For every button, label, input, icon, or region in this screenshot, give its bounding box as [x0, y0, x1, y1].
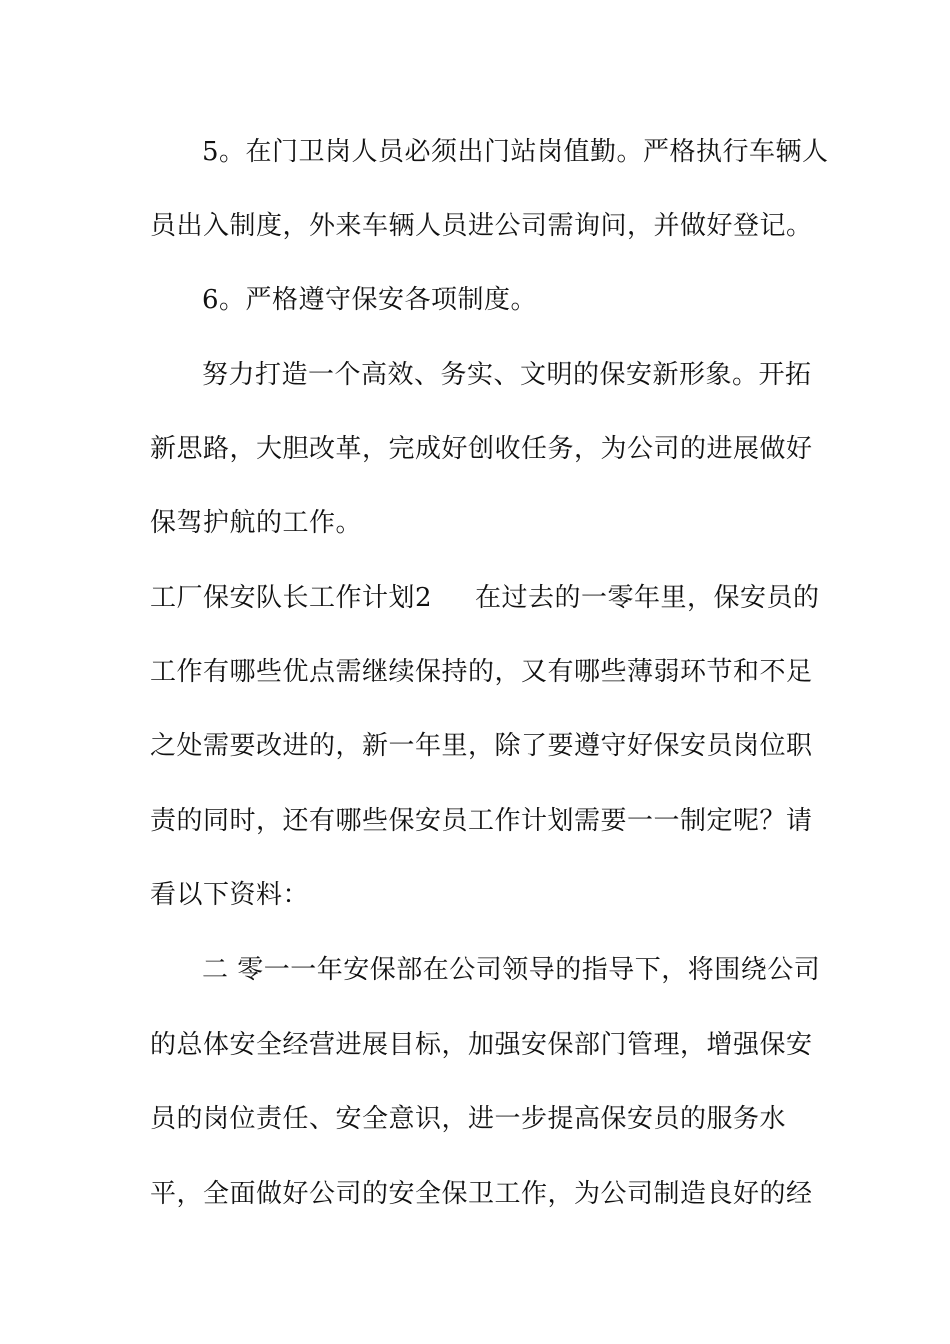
paragraph-line: 员的岗位责任、安全意识，进一步提高保安员的服务水 [150, 1104, 787, 1134]
paragraph-line: 责的同时，还有哪些保安员工作计划需要一一制定呢？请 [150, 806, 813, 836]
paragraph-line: 5。在门卫岗人员必须出门站岗值勤。严格执行车辆人 [202, 137, 829, 167]
paragraph-line: 工作有哪些优点需继续保持的，又有哪些薄弱环节和不足 [150, 657, 813, 687]
paragraph-line: 6。严格遵守保安各项制度。 [202, 285, 538, 315]
section-heading: 工厂保安队长工作计划2 [150, 583, 433, 613]
paragraph-line: 努力打造一个高效、务实、文明的保安新形象。开拓 [202, 360, 812, 390]
paragraph-line: 看以下资料： [150, 880, 310, 910]
paragraph-line: 之处需要改进的，新一年里，除了要遵守好保安员岗位职 [150, 731, 813, 761]
paragraph-line: 新思路，大胆改革，完成好创收任务，为公司的进展做好 [150, 434, 813, 464]
paragraph-line: 员出入制度，外来车辆人员进公司需询问，并做好登记。 [150, 211, 813, 241]
paragraph-line: 的总体安全经营进展目标，加强安保部门管理，增强保安 [150, 1030, 813, 1060]
paragraph-line: 二 零一一年安保部在公司领导的指导下，将围绕公司 [202, 955, 821, 985]
paragraph-line: 保驾护航的工作。 [150, 508, 363, 538]
paragraph-line: 平，全面做好公司的安全保卫工作，为公司制造良好的经 [150, 1179, 813, 1209]
paragraph-line: 在过去的一零年里，保安员的 [475, 583, 820, 613]
